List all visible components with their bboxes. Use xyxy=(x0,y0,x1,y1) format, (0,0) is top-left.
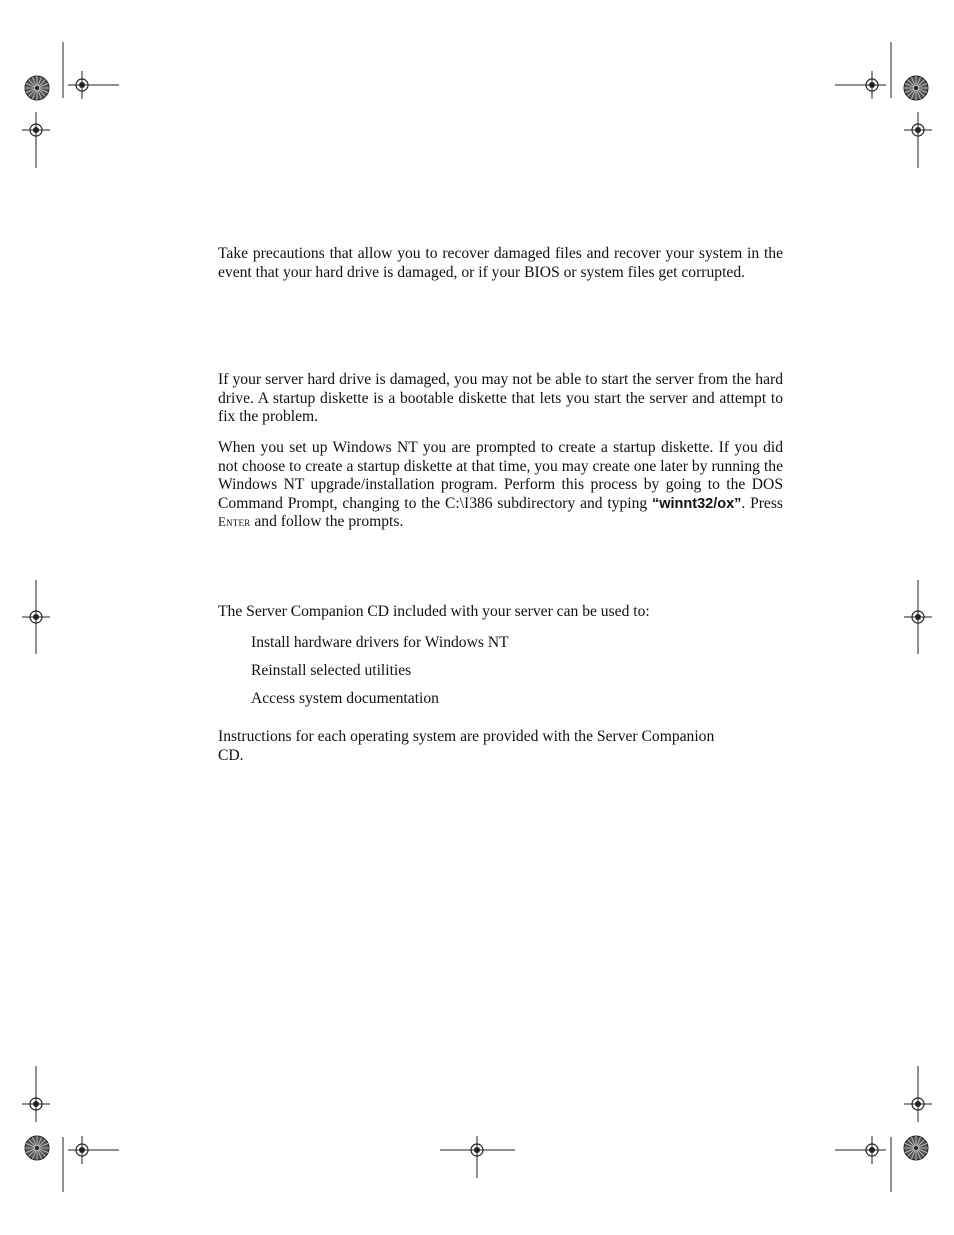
create-diskette-paragraph xyxy=(218,439,783,532)
color-bar-star-icon xyxy=(25,1136,49,1160)
registration-mark-icon xyxy=(68,71,96,99)
list-item: Install hardware drivers for Windows NT xyxy=(251,634,509,651)
companion-cd-uses-list xyxy=(251,634,509,718)
registration-mark-icon xyxy=(858,1136,886,1164)
list-item: Reinstall selected utilities xyxy=(251,662,412,679)
registration-mark-icon xyxy=(68,1136,96,1164)
create-diskette-text: When you set up Windows NT you are prompted to create a startup diskette. If you did not choose to create a startup diskette at that time, you may create one later by running the Windows NT upgrade/installation program. Perform this process by going to the DOS Command Prompt, changing to the C:\I386 subdirectory and typing xyxy=(218,439,783,512)
precautions-paragraph: Take precautions that allow you to recover damaged files and recover your system in the event that your hard drive is damaged, or if your BIOS or system files get corrupted. xyxy=(218,245,783,281)
color-bar-star-icon xyxy=(904,1136,928,1160)
color-bar-star-icon xyxy=(25,76,49,100)
color-bar-star-icon xyxy=(904,76,928,100)
companion-cd-intro: The Server Companion CD included with your server can be used to: xyxy=(218,603,650,620)
registration-mark-icon xyxy=(904,603,932,631)
registration-mark-icon xyxy=(22,603,50,631)
create-diskette-text-end: and follow the prompts. xyxy=(250,513,404,531)
registration-mark-icon xyxy=(463,1136,491,1164)
companion-cd-closing: Instructions for each operating system are provided with the Server Companion CD. xyxy=(218,728,715,764)
list-item: Access system documentation xyxy=(251,690,439,707)
startup-diskette-paragraph: If your server hard drive is damaged, you may not be able to start the server from the hard drive. A startup diskette is a bootable diskette that lets you start the server and attempt to fix the problem. xyxy=(218,371,783,426)
create-diskette-text-middle: . Press xyxy=(741,494,783,512)
enter-key-label: Enter xyxy=(218,514,251,530)
winnt32-command: “winnt32/ox” xyxy=(651,495,742,512)
registration-mark-icon xyxy=(858,71,886,99)
